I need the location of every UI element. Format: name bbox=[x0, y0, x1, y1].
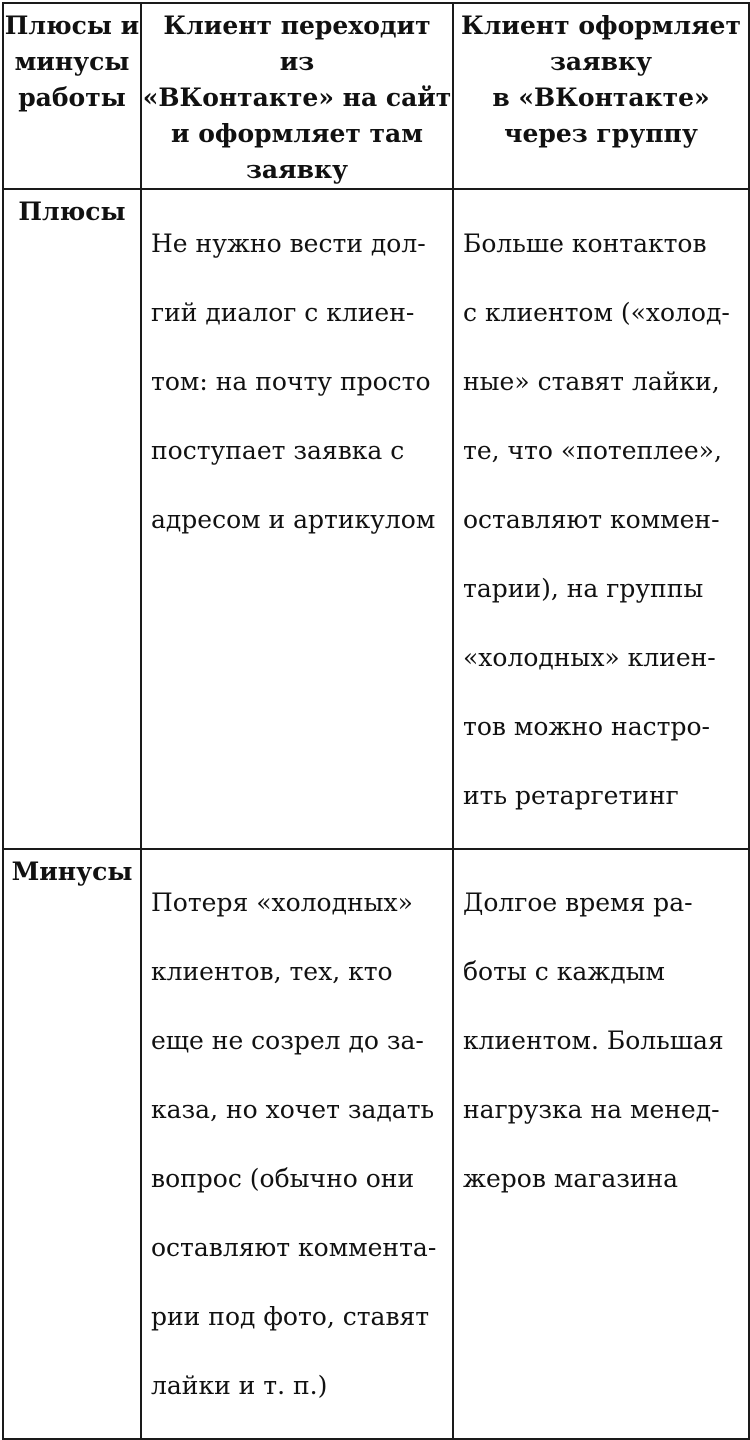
cell-text: том: на почту просто bbox=[151, 366, 431, 396]
pros-cons-table bbox=[2, 2, 750, 1440]
table-row-pros bbox=[3, 189, 749, 849]
cell-text: каза, но хочет задать bbox=[151, 1095, 435, 1124]
row-label-cons bbox=[3, 849, 141, 1440]
cell-pros-group bbox=[453, 189, 749, 849]
header-text: Клиент переходит из bbox=[163, 11, 431, 76]
header-text: и оформляет там bbox=[171, 119, 423, 148]
header-text: Клиент оформляет bbox=[461, 11, 741, 40]
header-text: «ВКонтакте» на сайт bbox=[142, 83, 452, 112]
cell-text: адресом и артикулом bbox=[151, 504, 436, 534]
cell-text: с клиентом («холод- bbox=[463, 297, 730, 327]
cell-text: вопрос (обычно они bbox=[151, 1164, 415, 1193]
header-text: работы bbox=[18, 83, 126, 112]
header-text: через группу bbox=[504, 119, 698, 148]
header-text: заявку bbox=[245, 155, 349, 184]
cell-text: Долгое время ра- bbox=[463, 888, 693, 917]
cell-text: еще не созрел до за- bbox=[151, 1026, 424, 1055]
cell-text: нагрузка на менед- bbox=[463, 1095, 720, 1124]
cell-text: лайки и т. п.) bbox=[151, 1371, 328, 1400]
cell-text: поступает заявка с bbox=[151, 435, 405, 465]
header-text: Плюсы и bbox=[4, 11, 140, 40]
cell-text: тов можно настро- bbox=[463, 711, 710, 741]
cell-text: клиентов, тех, кто bbox=[151, 957, 393, 986]
header-cell-pros-cons bbox=[3, 3, 141, 189]
cell-text: клиентом. Большая bbox=[463, 1026, 724, 1055]
cell-text: рии под фото, ставят bbox=[151, 1302, 430, 1331]
row-label-text: Минусы bbox=[11, 856, 133, 886]
cell-text: оставляют коммента- bbox=[151, 1233, 437, 1262]
cell-cons-site bbox=[141, 849, 453, 1440]
cell-text: жеров магазина bbox=[463, 1164, 679, 1193]
header-text: минусы bbox=[14, 47, 130, 76]
row-label-text: Плюсы bbox=[18, 197, 126, 226]
cell-text: оставляют коммен- bbox=[463, 504, 720, 534]
header-text: в «ВКонтакте» bbox=[492, 83, 710, 112]
cell-text: гий диалог с клиен- bbox=[151, 297, 415, 327]
cell-text: «холодных» клиен- bbox=[463, 642, 716, 672]
table-row-cons bbox=[3, 849, 749, 1440]
cell-text: ные» ставят лайки, bbox=[463, 366, 720, 396]
cell-text: тарии), на группы bbox=[463, 573, 704, 603]
cell-text: боты с каждым bbox=[463, 957, 665, 986]
cell-text: ить ретаргетинг bbox=[463, 780, 679, 810]
cell-text: Потеря «холодных» bbox=[151, 888, 413, 917]
row-label-pros bbox=[3, 189, 141, 849]
header-text: заявку bbox=[549, 47, 653, 76]
cell-text: Не нужно вести дол- bbox=[151, 228, 426, 258]
cell-text: те, что «потеплее», bbox=[463, 435, 722, 465]
header-cell-group-order bbox=[453, 3, 749, 189]
header-row bbox=[3, 3, 749, 189]
cell-text: Больше контактов bbox=[463, 228, 707, 258]
header-cell-site-order bbox=[141, 3, 453, 189]
cell-pros-site bbox=[141, 189, 453, 849]
cell-cons-group bbox=[453, 849, 749, 1440]
